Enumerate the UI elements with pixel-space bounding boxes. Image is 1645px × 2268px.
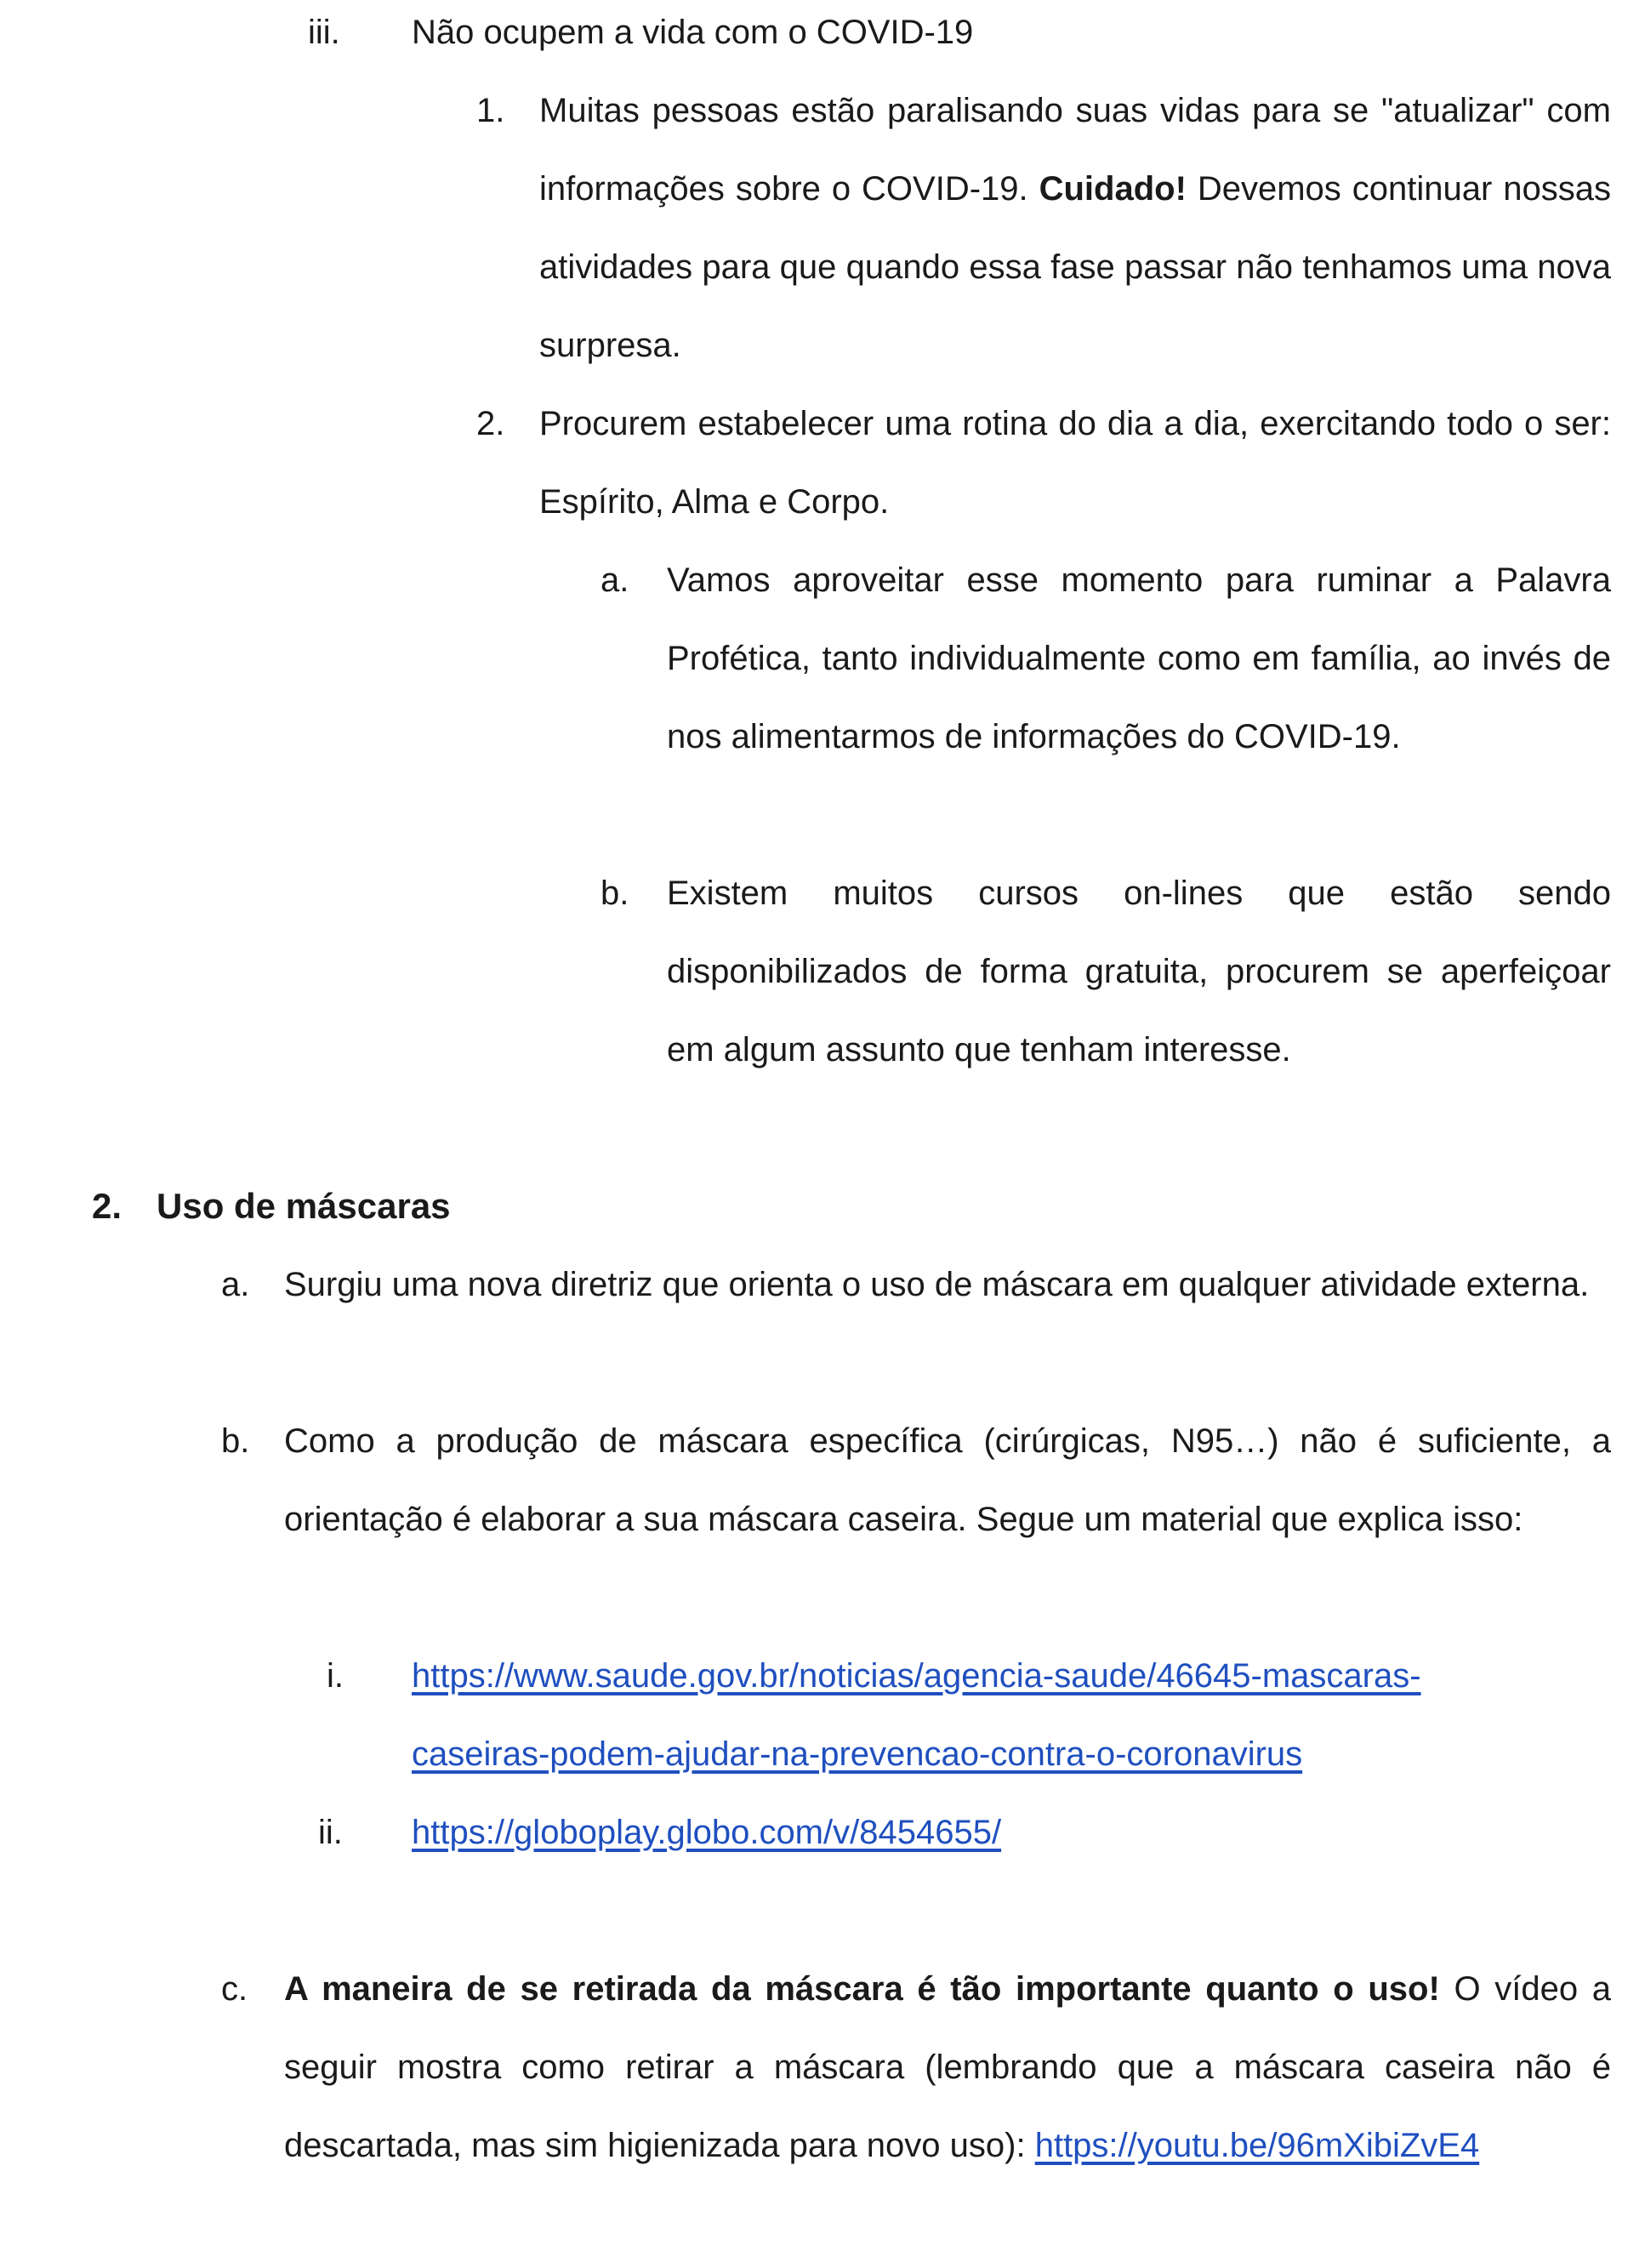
list-marker-2a: a.	[601, 561, 629, 599]
globoplay-link[interactable]: https://globoplay.globo.com/v/8454655/	[412, 1814, 1002, 1851]
list-marker-s2b: b.	[221, 1422, 250, 1460]
item-iii-text: Não ocupem a vida com o COVID-19	[412, 14, 974, 51]
item-2b-paragraph: Existem muitos cursos on-lines que estão sendo disponibilizados de forma gratuita, procurem se aperfeiçoar em algum assunto que tenham interesse.	[667, 875, 1611, 1068]
list-marker-2b: b.	[601, 875, 629, 912]
saude-gov-link-line1[interactable]: https://www.saude.gov.br/noticias/agencia-saude/46645-mascaras-	[412, 1657, 1421, 1695]
item-2a-paragraph: Vamos aproveitar esse momento para ruminar a Palavra Profética, tanto individualmente como em família, ao invés de nos alimentarmos de informações do COVID-19.	[667, 561, 1611, 755]
item-s2b-paragraph: Como a produção de máscara específica (cirúrgicas, N95…) não é suficiente, a orientação é elaborar a sua máscara caseira. Segue um material que explica isso:	[284, 1422, 1611, 1538]
item-1-text-post: Devemos continuar nossas atividades para que quando essa fase passar não tenhamos uma nova surpresa.	[539, 170, 1611, 364]
saude-gov-link-line2[interactable]: caseiras-podem-ajudar-na-prevencao-contra-o-coronavirus	[412, 1735, 1303, 1773]
item-s2a-paragraph: Surgiu uma nova diretriz que orienta o uso de máscara em qualquer atividade externa.	[284, 1266, 1590, 1303]
section-2-number: 2.	[92, 1186, 122, 1226]
item-1-text-pre: Muitas pessoas estão paralisando suas vidas para se "atualizar" com informações sobre o COVID-19.	[539, 92, 1611, 208]
item-2-paragraph: Procurem estabelecer uma rotina do dia a dia, exercitando todo o ser: Espírito, Alma e Corpo.	[539, 405, 1611, 521]
item-1-paragraph	[539, 71, 1611, 385]
list-marker-2: 2.	[476, 405, 505, 442]
link-i-wrapper	[412, 1637, 1619, 1793]
list-marker-link-ii: ii.	[318, 1814, 343, 1851]
section-2-title: Uso de máscaras	[157, 1186, 451, 1226]
youtube-link[interactable]: https://youtu.be/96mXibiZvE4	[1034, 2127, 1480, 2164]
link-ii-wrapper	[412, 1793, 1001, 1872]
list-marker-s2c: c.	[221, 1970, 248, 2008]
list-marker-iii: iii.	[308, 14, 340, 51]
item-1-warning-bold: Cuidado!	[1039, 170, 1187, 208]
list-marker-link-i: i.	[327, 1657, 344, 1695]
list-marker-1: 1.	[476, 92, 505, 129]
item-s2c-bold: A maneira de se retirada da máscara é tão importante quanto o uso!	[284, 1970, 1440, 2008]
list-marker-s2a: a.	[221, 1266, 250, 1303]
item-s2c-paragraph	[284, 1950, 1611, 2185]
item-s2c-text: O vídeo a seguir mostra como retirar a máscara (lembrando que a máscara caseira não é descartada, mas sim higienizada para novo uso):	[284, 1970, 1611, 2164]
